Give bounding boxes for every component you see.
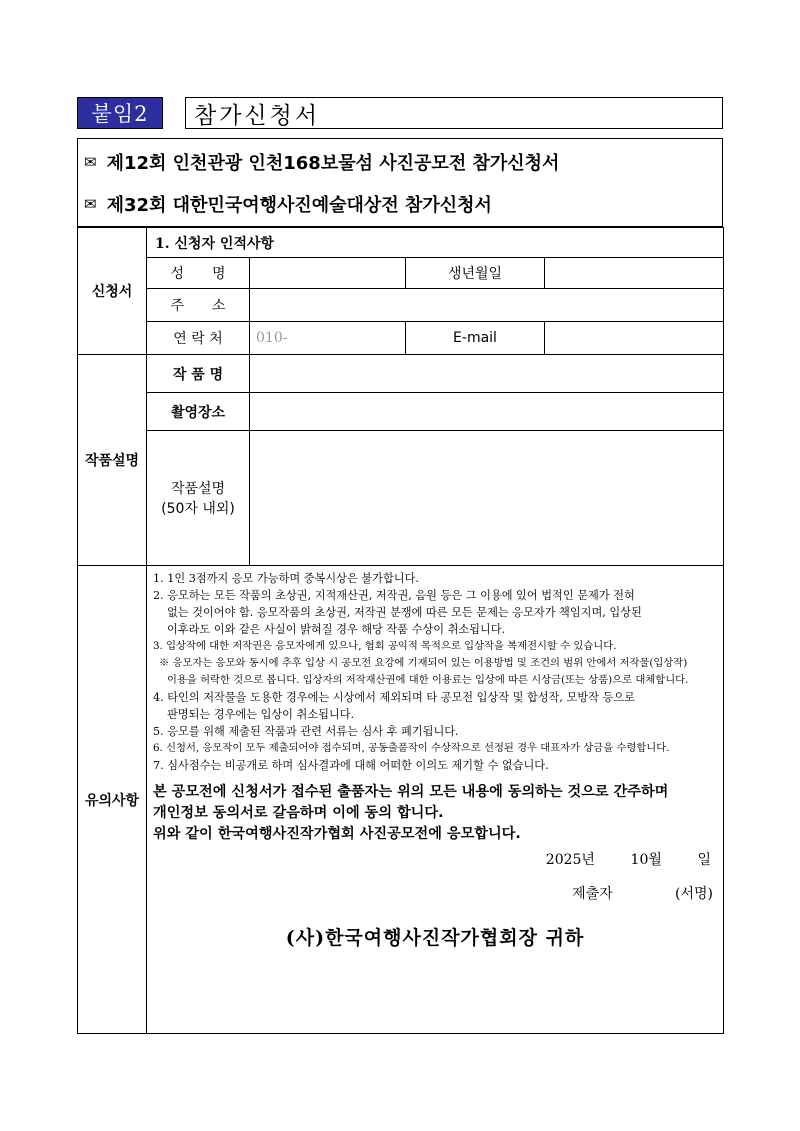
contest-list [77, 138, 723, 227]
birth-field[interactable] [545, 258, 724, 289]
name-field[interactable] [250, 258, 406, 289]
note-item: 3. 입상작에 대한 저작권은 응모자에게 있으나, 협회 공익적 목적으로 입상작을 복제전시할 수 있습니다. [153, 640, 617, 652]
page-title: 참가신청서 [185, 97, 723, 129]
note-item: ※ 응모자는 응모와 동시에 추후 입상 시 공모전 요강에 기재되어 있는 이용방법 및 조건의 범위 안에서 저작물(입상작) [159, 657, 688, 669]
signature-row [153, 883, 717, 903]
agreement-text: 위와 같이 한국여행사진작가협회 사진공모전에 응모합니다. [153, 826, 521, 842]
submitter-label: 제출자 [572, 886, 613, 902]
signature-label: (서명) [675, 886, 714, 902]
date-day: 일 [697, 852, 712, 868]
description-label-cell [147, 431, 250, 566]
note-item: 판명되는 경우에는 입상이 취소됩니다. [167, 708, 355, 721]
note-item: 1. 1인 3점까지 응모 가능하며 중복시상은 불가합니다. [153, 572, 419, 585]
location-field[interactable] [250, 393, 724, 431]
work-title-field[interactable] [250, 355, 724, 393]
attachment-badge [77, 97, 163, 129]
name-label: 성 명 [147, 258, 250, 289]
envelope-icon: ✉ [84, 153, 97, 171]
address-label: 주 소 [147, 289, 250, 322]
agreement-text: 개인정보 동의서로 갈음하며 이에 동의 합니다. [153, 805, 444, 821]
note-item: 이용을 허락한 것으로 봅니다. 입상자의 저작재산권에 대한 이용료는 입상에 따른 시상금(또는 상품)으로 대체합니다. [167, 674, 689, 686]
note-item: 7. 심사점수는 비공개로 하며 심사결과에 대해 어떠한 이의도 제기할 수 없습니다. [153, 759, 549, 772]
notes-section-label: 유의사항 [78, 566, 147, 1034]
description-field[interactable] [250, 431, 724, 566]
note-item: 6. 신청서, 응모작이 모두 제출되어야 접수되며, 공동출품작이 수상작으로 선정된 경우 대표자가 상금을 수령합니다. [153, 742, 670, 754]
note-item: 5. 응모를 위해 제출된 작품과 관련 서류는 심사 후 폐기됩니다. [153, 725, 459, 738]
notes-content [147, 566, 724, 1034]
addressee: (사)한국여행사진작가협회장 귀하 [285, 927, 585, 949]
contest-item [84, 191, 492, 217]
email-label: E-mail [406, 322, 545, 355]
contact-label: 연 락 처 [147, 322, 250, 355]
date-month: 10월 [630, 852, 662, 868]
location-label: 촬영장소 [147, 393, 250, 431]
note-item: 없는 것이어야 함. 응모작품의 초상권, 저작권 분쟁에 따른 모든 문제는 응모자가 책임지며, 입상된 [167, 606, 642, 619]
address-field[interactable] [250, 289, 724, 322]
application-form [77, 227, 724, 1034]
description-label: 작품설명 [170, 481, 226, 497]
applicant-section-label: 신청서 [78, 228, 147, 355]
contest-title: 제32회 대한민국여행사진예술대상전 참가신청서 [106, 195, 492, 216]
attachment-badge-label: 붙임2 [91, 102, 149, 126]
date-year: 2025년 [545, 852, 595, 868]
agreement-text: 본 공모전에 신청서가 접수된 출품자는 위의 모든 내용에 동의하는 것으로 간주하며 [153, 784, 669, 800]
note-item: 이후라도 이와 같은 사실이 밝혀질 경우 해당 작품 수상이 취소됩니다. [167, 623, 506, 636]
work-section-label: 작품설명 [78, 355, 147, 566]
envelope-icon: ✉ [84, 195, 97, 213]
email-field[interactable] [545, 322, 724, 355]
contest-item [84, 149, 559, 175]
note-item: 4. 타인의 저작물을 도용한 경우에는 시상에서 제외되며 타 공모전 입상작 및 합성작, 모방작 등으로 [153, 691, 635, 704]
contact-field[interactable]: 010- [250, 322, 406, 355]
description-hint: (50자 내외) [161, 501, 235, 517]
birth-label: 생년월일 [406, 258, 545, 289]
work-title-label: 작 품 명 [147, 355, 250, 393]
applicant-heading: 1. 신청자 인적사항 [147, 228, 724, 258]
note-item: 2. 응모하는 모든 작품의 초상권, 지적재산권, 저작권, 음원 등은 그 이용에 있어 법적인 문제가 전혀 [153, 589, 635, 602]
contest-title: 제12회 인천관광 인천168보물섬 사진공모전 참가신청서 [106, 153, 560, 174]
date-row [153, 849, 717, 869]
